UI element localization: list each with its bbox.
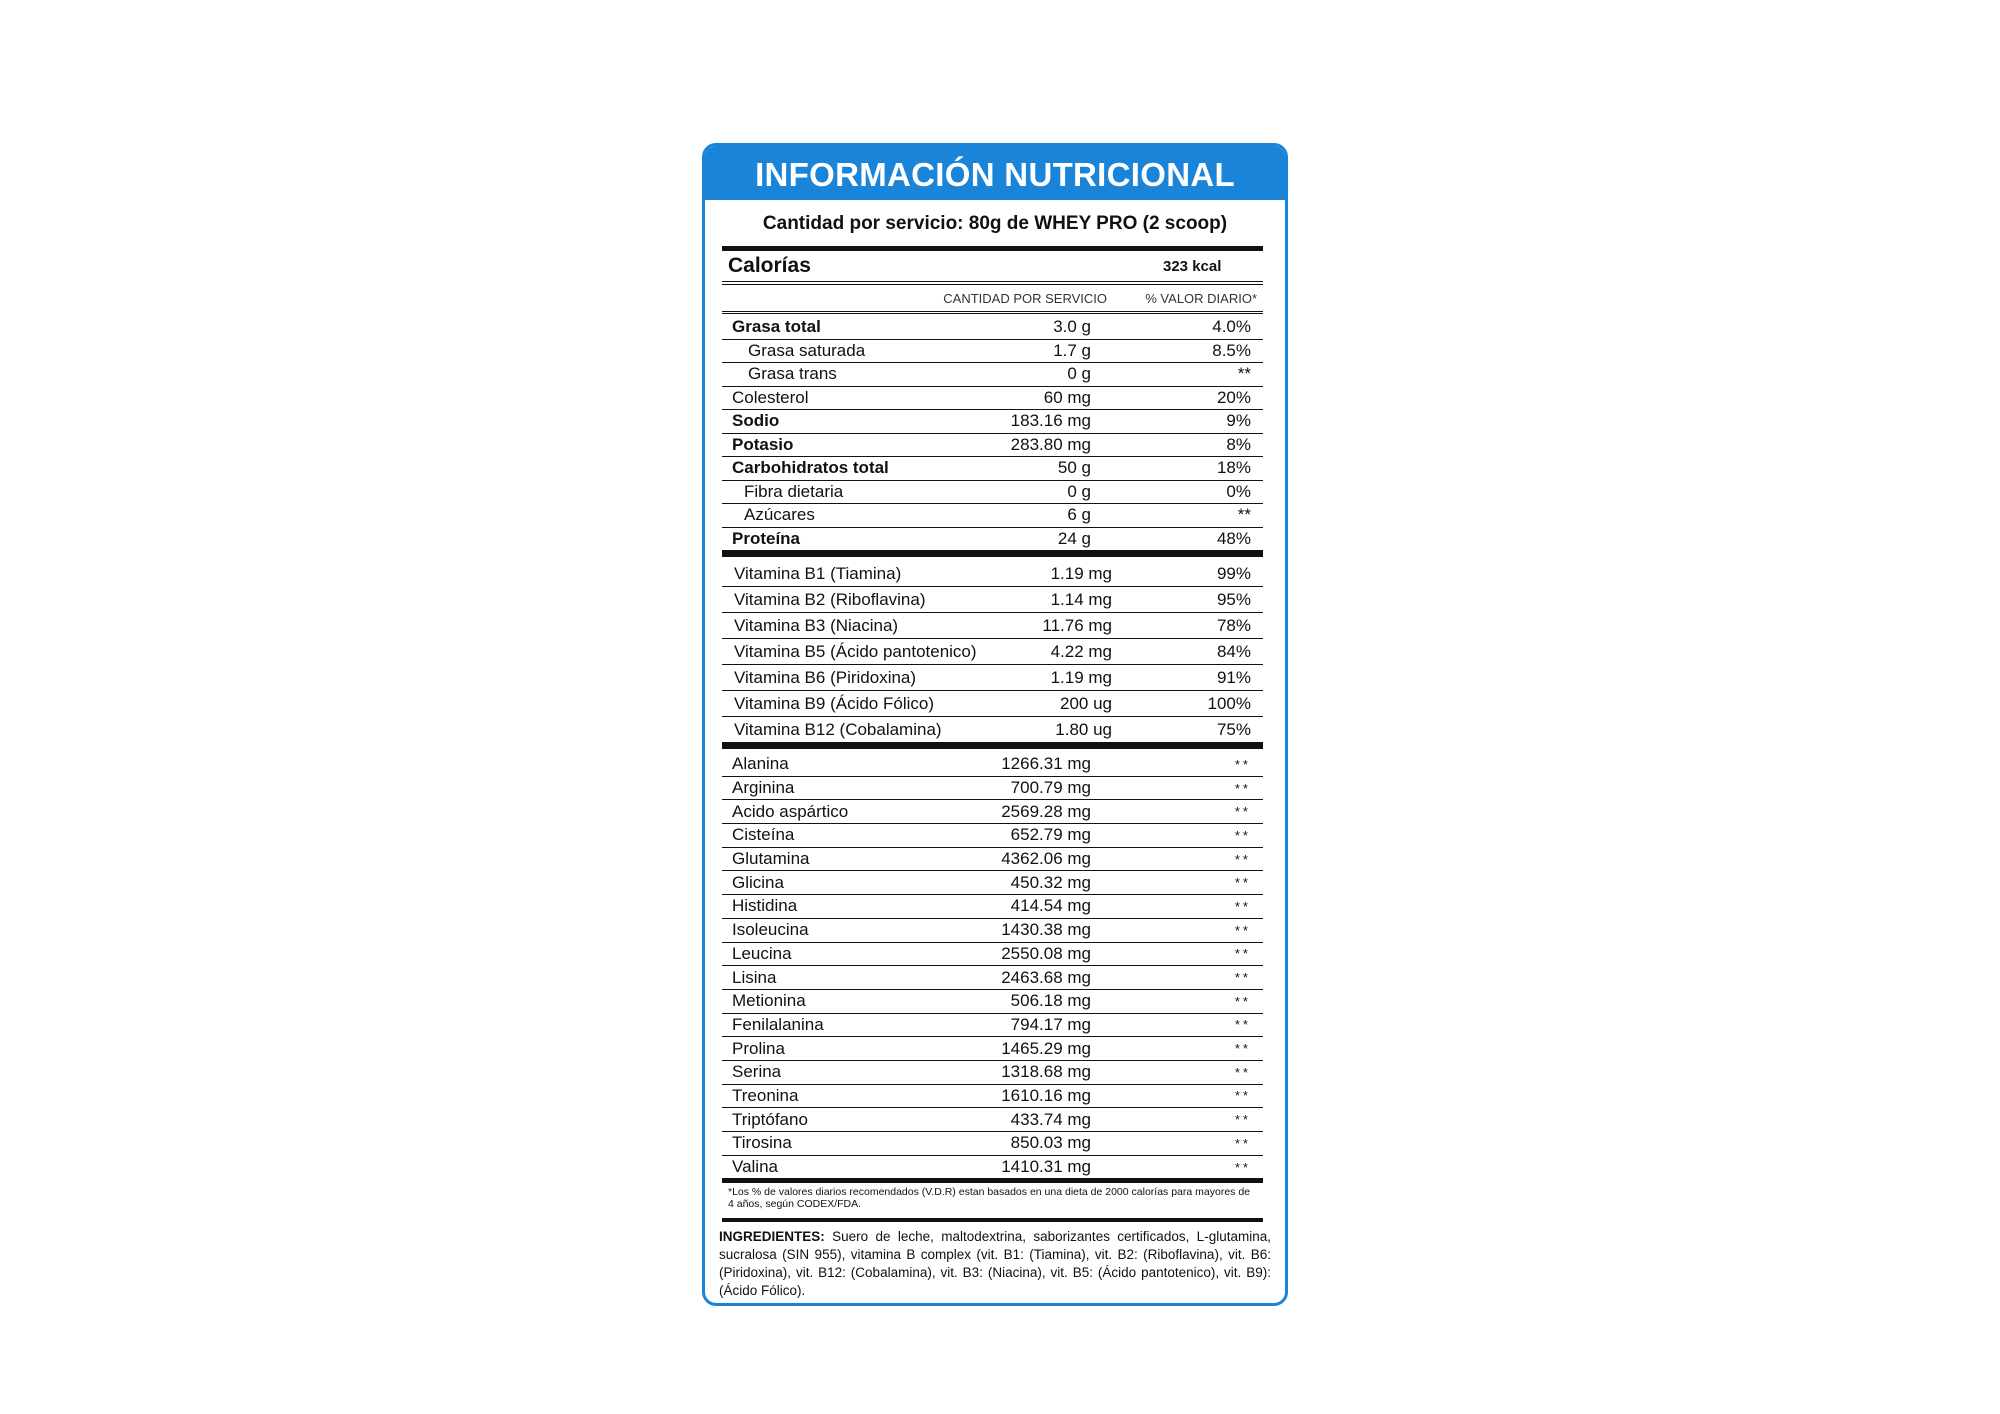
nutrient-row-quantity: 50 g xyxy=(1057,458,1091,478)
vitamin-row xyxy=(722,691,1263,717)
vitamin-row-daily-value: 75% xyxy=(1216,719,1251,739)
amino-acid-row-daily-value: ** xyxy=(1234,1088,1251,1104)
amino-acid-row-quantity: 850.03 mg xyxy=(1010,1133,1091,1153)
nutrient-row-daily-value: ** xyxy=(1237,505,1251,525)
vitamin-row xyxy=(722,717,1263,743)
amino-acid-row xyxy=(722,895,1263,919)
amino-acid-row-quantity: 2463.68 mg xyxy=(1001,967,1091,987)
facts-table xyxy=(722,246,1263,1222)
nutrient-row-name: Grasa total xyxy=(732,317,821,337)
amino-acid-row-name: Lisina xyxy=(732,967,777,987)
vitamin-row xyxy=(722,639,1263,665)
nutrient-row xyxy=(722,434,1263,458)
amino-acid-row-name: Histidina xyxy=(732,896,798,916)
nutrient-row-daily-value: 18% xyxy=(1216,458,1251,478)
amino-acids-section xyxy=(722,743,1263,1179)
nutrient-row-quantity: 3.0 g xyxy=(1053,317,1091,337)
nutrient-row xyxy=(722,481,1263,505)
amino-acid-row-quantity: 1430.38 mg xyxy=(1001,920,1091,940)
nutrient-row-name: Carbohidratos total xyxy=(732,458,889,478)
amino-acid-row xyxy=(722,966,1263,990)
label-header xyxy=(705,146,1285,200)
nutrient-row-daily-value: 20% xyxy=(1216,387,1251,407)
amino-acid-row-quantity: 652.79 mg xyxy=(1010,825,1091,845)
amino-acid-row-daily-value: ** xyxy=(1234,1041,1251,1057)
nutrient-row-quantity: 0 g xyxy=(1067,364,1091,384)
amino-acid-row xyxy=(722,1085,1263,1109)
daily-value-column-header: % VALOR DIARIO* xyxy=(1145,290,1257,306)
amino-acid-row xyxy=(722,919,1263,943)
amino-acid-row-name: Glicina xyxy=(732,872,784,892)
nutrient-row-name: Fibra dietaria xyxy=(744,481,844,501)
vitamin-row-name: Vitamina B2 (Riboflavina) xyxy=(734,589,926,609)
amino-acid-row-name: Prolina xyxy=(732,1038,785,1058)
amino-acid-row-quantity: 450.32 mg xyxy=(1010,872,1091,892)
amino-acid-row xyxy=(722,753,1263,777)
nutrient-row-name: Grasa saturada xyxy=(748,340,866,360)
nutrient-row xyxy=(722,410,1263,434)
vitamin-row-daily-value: 78% xyxy=(1216,615,1251,635)
amino-acid-row xyxy=(722,1037,1263,1061)
nutrition-label xyxy=(702,143,1288,1306)
vitamin-row-name: Vitamina B1 (Tiamina) xyxy=(734,563,902,583)
serving-size: Cantidad por servicio: 80g de WHEY PRO (2 scoop) xyxy=(762,213,1228,234)
amino-acid-row-daily-value: ** xyxy=(1234,922,1251,938)
amino-acid-row-quantity: 1318.68 mg xyxy=(1001,1062,1091,1082)
amino-acid-row xyxy=(722,800,1263,824)
nutrient-row-daily-value: 4.0% xyxy=(1212,317,1251,337)
nutrient-row-quantity: 183.16 mg xyxy=(1010,411,1091,431)
amino-acid-row-quantity: 1266.31 mg xyxy=(1001,754,1091,774)
vitamin-row-name: Vitamina B12 (Cobalamina) xyxy=(734,719,942,739)
vitamins-section xyxy=(722,551,1263,743)
amino-acid-row-quantity: 794.17 mg xyxy=(1010,1014,1091,1034)
vitamin-row-name: Vitamina B6 (Piridoxina) xyxy=(734,667,917,687)
amino-acid-row-name: Tirosina xyxy=(732,1133,792,1153)
amino-acid-row-name: Metionina xyxy=(732,991,806,1011)
amino-acid-row-daily-value: ** xyxy=(1234,898,1251,914)
amino-acid-row-name: Fenilalanina xyxy=(732,1014,824,1034)
nutrients-section xyxy=(722,316,1263,551)
calories-row xyxy=(722,251,1263,282)
vitamin-row-daily-value: 84% xyxy=(1216,641,1251,661)
calories-label: Calorías xyxy=(728,254,811,277)
amino-acid-row-quantity: 4362.06 mg xyxy=(1001,849,1091,869)
amino-acid-row xyxy=(722,848,1263,872)
footnote: *Los % de valores diarios recomendados (V.D.R) estan basados en una dieta de 2000 calorías para mayores de 4 años, según CODEX/FDA. xyxy=(722,1179,1263,1222)
ingredients-label: INGREDIENTES: xyxy=(719,1229,825,1245)
amino-acid-row-name: Acido aspártico xyxy=(732,801,849,821)
amino-acid-row-quantity: 433.74 mg xyxy=(1010,1109,1091,1129)
amino-acid-row-name: Arginina xyxy=(732,778,795,798)
amino-acid-row-quantity: 2550.08 mg xyxy=(1001,943,1091,963)
nutrient-row-quantity: 60 mg xyxy=(1043,387,1091,407)
amino-acid-row-daily-value: ** xyxy=(1234,804,1251,820)
nutrient-row-daily-value: 8.5% xyxy=(1212,340,1251,360)
amino-acid-row-daily-value: ** xyxy=(1234,756,1251,772)
amino-acid-row xyxy=(722,1156,1263,1180)
ingredients-block xyxy=(705,1222,1285,1300)
amino-acid-row-daily-value: ** xyxy=(1234,827,1251,843)
ingredients-text: Suero de leche, maltodextrina, saborizantes certificados, L-glutamina, sucralosa (SIN 955), vitamina B complex (vit. B1: (Tiamina), vit. B2: (Riboflavina), vit. B6: (Piridoxina), vit. B12: (Cobalamina), vit. B3: (Niacina), vit. B5: (Ácido pantotenico), vit. B9): (Ácido Fólico). xyxy=(719,1229,1271,1299)
amino-acid-row-name: Treonina xyxy=(732,1085,799,1105)
amino-acid-row-quantity: 2569.28 mg xyxy=(1001,801,1091,821)
nutrient-row-name: Grasa trans xyxy=(748,364,837,384)
amino-acid-row-daily-value: ** xyxy=(1234,780,1251,796)
nutrient-row-quantity: 0 g xyxy=(1067,481,1091,501)
amino-acid-row-name: Serina xyxy=(732,1062,782,1082)
vitamin-row-quantity: 1.80 ug xyxy=(1055,719,1112,739)
amino-acid-row xyxy=(722,824,1263,848)
amino-acid-row-name: Valina xyxy=(732,1157,778,1177)
quantity-column-header: CANTIDAD POR SERVICIO xyxy=(943,290,1107,306)
nutrient-row xyxy=(722,504,1263,528)
amino-acid-row-daily-value: ** xyxy=(1234,1064,1251,1080)
amino-acid-row-daily-value: ** xyxy=(1234,851,1251,867)
amino-acid-row-daily-value: ** xyxy=(1234,1112,1251,1128)
amino-acid-row-daily-value: ** xyxy=(1234,970,1251,986)
nutrient-row-name: Potasio xyxy=(732,434,794,454)
amino-acid-row-quantity: 1410.31 mg xyxy=(1001,1157,1091,1177)
vitamin-row-quantity: 4.22 mg xyxy=(1050,641,1112,661)
nutrient-row-daily-value: 8% xyxy=(1226,434,1251,454)
amino-acid-row xyxy=(722,871,1263,895)
amino-acid-row-name: Cisteína xyxy=(732,825,795,845)
vitamin-row-daily-value: 95% xyxy=(1216,589,1251,609)
amino-acid-row xyxy=(722,943,1263,967)
nutrient-row xyxy=(722,528,1263,552)
amino-acid-row xyxy=(722,990,1263,1014)
vitamin-row xyxy=(722,613,1263,639)
amino-acid-row xyxy=(722,1061,1263,1085)
nutrient-row-name: Azúcares xyxy=(744,505,815,525)
label-title: INFORMACIÓN NUTRICIONAL xyxy=(755,156,1235,193)
nutrient-row-daily-value: ** xyxy=(1237,364,1251,384)
amino-acid-row-name: Alanina xyxy=(732,754,789,774)
nutrient-row-name: Sodio xyxy=(732,411,780,431)
amino-acid-row-daily-value: ** xyxy=(1234,1017,1251,1033)
amino-acid-row-daily-value: ** xyxy=(1234,946,1251,962)
vitamin-row-daily-value: 99% xyxy=(1216,563,1251,583)
nutrient-row-quantity: 283.80 mg xyxy=(1010,434,1091,454)
amino-acid-row xyxy=(722,1108,1263,1132)
amino-acid-row-quantity: 414.54 mg xyxy=(1010,896,1091,916)
vitamin-row-quantity: 1.19 mg xyxy=(1050,563,1112,583)
vitamin-row xyxy=(722,587,1263,613)
amino-acid-row-name: Leucina xyxy=(732,943,792,963)
nutrient-row-daily-value: 48% xyxy=(1216,528,1251,548)
nutrient-row xyxy=(722,340,1263,364)
amino-acid-row xyxy=(722,1132,1263,1156)
nutrient-row-daily-value: 0% xyxy=(1226,481,1251,501)
vitamin-row-daily-value: 91% xyxy=(1216,667,1251,687)
amino-acid-row-quantity: 1465.29 mg xyxy=(1001,1038,1091,1058)
vitamin-row-name: Vitamina B3 (Niacina) xyxy=(734,615,899,635)
nutrient-row xyxy=(722,363,1263,387)
nutrient-row-name: Colesterol xyxy=(732,387,809,407)
nutrient-row-quantity: 24 g xyxy=(1057,528,1091,548)
column-header-row xyxy=(722,284,1263,314)
vitamin-row-quantity: 1.14 mg xyxy=(1050,589,1112,609)
nutrient-row-quantity: 1.7 g xyxy=(1053,340,1091,360)
amino-acid-row-quantity: 506.18 mg xyxy=(1010,991,1091,1011)
amino-acid-row-name: Isoleucina xyxy=(732,920,809,940)
amino-acid-row xyxy=(722,777,1263,801)
amino-acid-row-daily-value: ** xyxy=(1234,1159,1251,1175)
nutrient-row xyxy=(722,457,1263,481)
amino-acid-row-quantity: 1610.16 mg xyxy=(1001,1085,1091,1105)
calories-value: 323 kcal xyxy=(1163,257,1222,275)
amino-acid-row-daily-value: ** xyxy=(1234,1135,1251,1151)
amino-acid-row-quantity: 700.79 mg xyxy=(1010,778,1091,798)
vitamin-row-quantity: 200 ug xyxy=(1060,693,1112,713)
vitamin-row-name: Vitamina B5 (Ácido pantotenico) xyxy=(734,641,977,661)
nutrient-row-daily-value: 9% xyxy=(1226,411,1251,431)
vitamin-row xyxy=(722,561,1263,587)
vitamin-row-name: Vitamina B9 (Ácido Fólico) xyxy=(734,693,934,713)
vitamin-row-daily-value: 100% xyxy=(1207,693,1251,713)
amino-acid-row-name: Glutamina xyxy=(732,849,810,869)
nutrient-row-quantity: 6 g xyxy=(1067,505,1091,525)
amino-acid-row xyxy=(722,1014,1263,1038)
vitamin-row-quantity: 11.76 mg xyxy=(1042,615,1112,635)
nutrient-row xyxy=(722,387,1263,411)
amino-acid-row-daily-value: ** xyxy=(1234,875,1251,891)
nutrient-row xyxy=(722,316,1263,340)
vitamin-row xyxy=(722,665,1263,691)
amino-acid-row-daily-value: ** xyxy=(1234,993,1251,1009)
nutrient-row-name: Proteína xyxy=(732,528,801,548)
amino-acid-row-name: Triptófano xyxy=(732,1109,808,1129)
vitamin-row-quantity: 1.19 mg xyxy=(1050,667,1112,687)
